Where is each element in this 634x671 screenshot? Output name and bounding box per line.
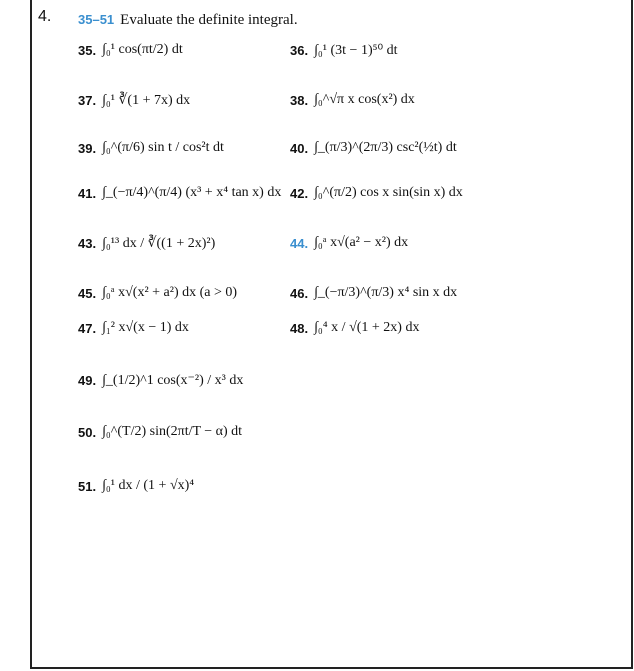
instruction-text: Evaluate the definite integral. [120,12,298,28]
problem-39: 39. ∫₀^(π/6) sin t / cos²t dt [78,140,224,156]
section-header [78,12,298,29]
problem-48: 48. ∫₀⁴ x / √(1 + 2x) dx [290,320,420,336]
problem-35: 35. ∫₀¹ cos(πt/2) dt [78,42,183,58]
problem-47: 47. ∫₁² x√(x − 1) dx [78,320,189,336]
problem-range: 35–51 [78,12,115,27]
problem-40: 40. ∫_(π/3)^(2π/3) csc²(½t) dt [290,140,457,156]
problem-51: 51. ∫₀¹ dx / (1 + √x)⁴ [78,478,195,494]
question-number: 4. [38,8,52,25]
problem-36: 36. ∫₀¹ (3t − 1)⁵⁰ dt [290,43,398,58]
problem-41: 41. ∫_(−π/4)^(π/4) (x³ + x⁴ tan x) dx [78,185,282,201]
problem-46: 46. ∫_(−π/3)^(π/3) x⁴ sin x dx [290,285,458,301]
problem-42: 42. ∫₀^(π/2) cos x sin(sin x) dx [290,185,463,201]
problem-44: 44. ∫₀ᵃ x√(a² − x²) dx [290,235,409,251]
problem-45: 45. ∫₀ᵃ x√(x² + a²) dx (a > 0) [78,285,238,301]
problem-38: 38. ∫₀^√π x cos(x²) dx [290,92,415,108]
problem-50: 50. ∫₀^(T/2) sin(2πt/T − α) dt [78,424,243,440]
problem-49: 49. ∫_(1/2)^1 cos(x⁻²) / x³ dx [78,373,244,388]
problem-43: 43. ∫₀¹³ dx / ∛((1 + 2x)²) [78,236,216,251]
problem-37: 37. ∫₀¹ ∛(1 + 7x) dx [78,93,191,108]
